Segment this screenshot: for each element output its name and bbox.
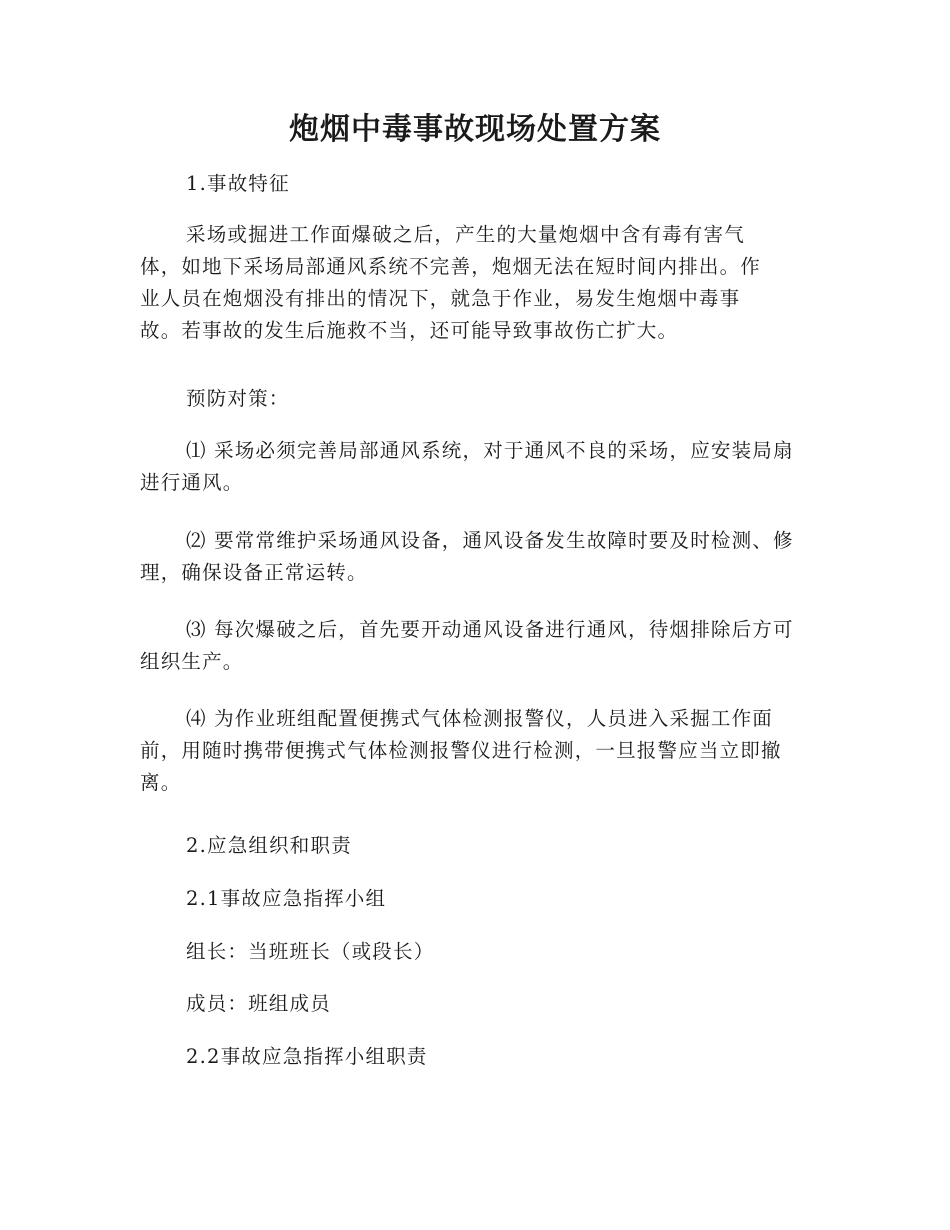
group-members-line: 成员：班组成员 (186, 992, 331, 1015)
paragraph-accident-description: 采场或掘进工作面爆破之后，产生的大量炮烟中含有毒有害气体，如地下采场局部通风系统不完善，炮烟无法在短时间内排出。作业人员在炮烟没有排出的情况下，就急于作业，易发生炮烟中毒事故。若事故的发生后施救不当，还可能导致事故伤亡扩大。 (140, 223, 762, 342)
prevention-item-2: ⑵ 要常常维护采场通风设备，通风设备发生故障时要及时检测、修理，确保设备正常运转。 (140, 529, 794, 584)
prevention-item-3: ⑶ 每次爆破之后，首先要开动通风设备进行通风，待烟排除后方可组织生产。 (140, 618, 794, 673)
document-title: 炮烟中毒事故现场处置方案 (289, 112, 661, 147)
subsection-heading-command-group: 2.1事故应急指挥小组 (186, 887, 387, 910)
prevention-item-1: ⑴ 采场必须完善局部通风系统，对于通风不良的采场，应安装局扇进行通风。 (140, 439, 794, 494)
heading-prevention-measures: 预防对策： (186, 387, 290, 410)
prevention-item-4: ⑷ 为作业班组配置便携式气体检测报警仪，人员进入采掘工作面前，用随时携带便携式气体检测报警仪进行检测，一旦报警应当立即撤离。 (140, 707, 782, 794)
group-leader-line: 组长：当班班长（或段长） (186, 940, 435, 963)
subsection-heading-command-group-duties: 2.2事故应急指挥小组职责 (186, 1045, 428, 1068)
section-heading-accident-features: 1.事故特征 (186, 172, 290, 195)
section-heading-emergency-organization: 2.应急组织和职责 (186, 834, 352, 857)
